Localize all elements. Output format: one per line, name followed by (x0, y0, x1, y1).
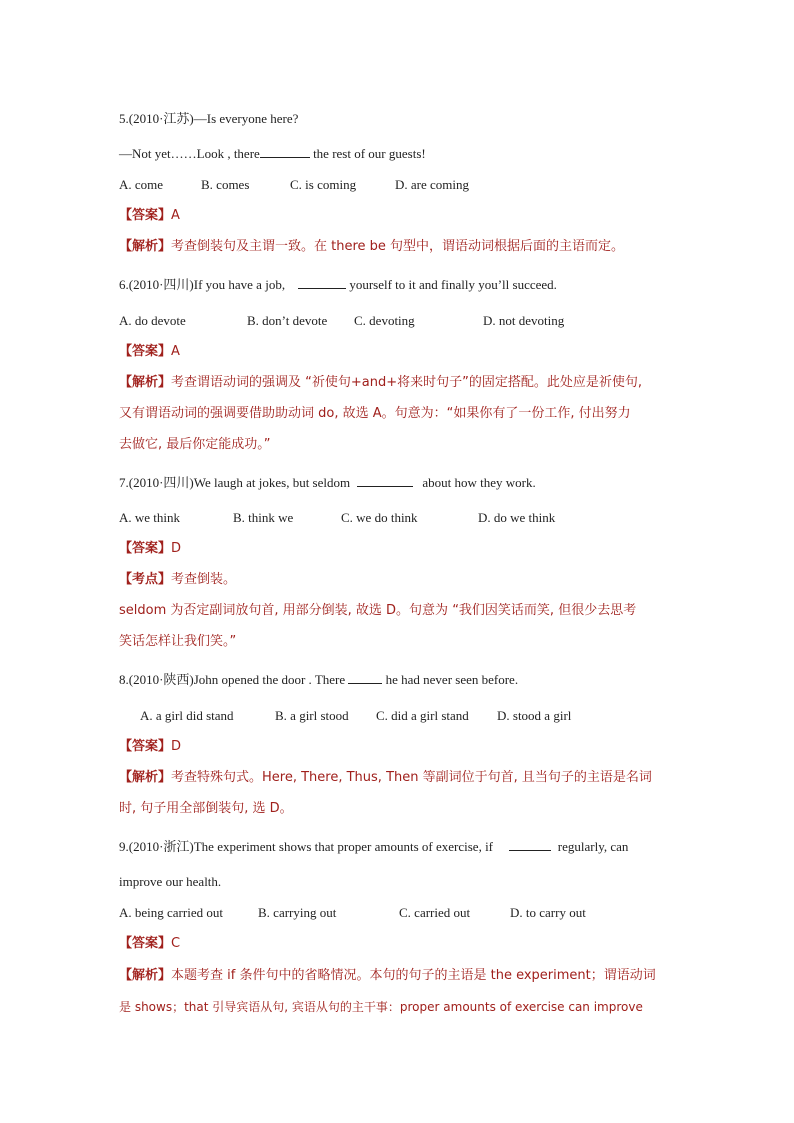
q7-answer-value: D (171, 541, 182, 556)
q9-stem-part1: 9.(2010·浙江)The experiment shows that proper amounts of exercise, if (119, 839, 494, 854)
q5-analysis (119, 238, 675, 256)
q7-answer-tag: 【答案】 (119, 541, 172, 556)
q7-stem-part1: 7.(2010·四川)We laugh at jokes, but seldom (119, 475, 351, 490)
q6-blank (298, 276, 346, 289)
q8-analysis-tag: 【解析】 (119, 770, 172, 785)
q8-stem-part1: 8.(2010·陕西)John opened the door . There (119, 672, 346, 687)
q7-point (119, 571, 675, 589)
q9-analysis-tag: 【解析】 (119, 968, 172, 983)
q5-answer (119, 207, 675, 225)
q9-analysis-line1 (119, 967, 675, 985)
q8-answer-value: D (171, 739, 182, 754)
q9-stem-line2: improve our health. (119, 874, 222, 889)
q6-stem-part2: yourself to it and finally you’ll succeed. (346, 277, 557, 292)
q7-stem (119, 474, 675, 492)
q5-option-a: A. come (119, 177, 164, 192)
q6-answer (119, 343, 675, 361)
q6-option-c: C. devoting (354, 313, 415, 328)
q7-point-text: 考查倒装。 (171, 572, 237, 587)
q5-analysis-text: 考查倒装句及主谓一致。在 there be 句型中，谓语动词根据后面的主语而定。 (171, 239, 625, 254)
q9-answer-value: C (171, 936, 181, 951)
q7-option-c: C. we do think (341, 510, 418, 525)
q5-answer-value: A (171, 208, 180, 223)
q5-answer-tag: 【答案】 (119, 208, 172, 223)
q9-answer-tag: 【答案】 (119, 936, 172, 951)
q5-blank (260, 145, 310, 158)
q7-analysis-line2: 笑话怎样让我们笑。” (119, 634, 237, 649)
q7-option-d: D. do we think (478, 510, 556, 525)
q6-option-b: B. don’t devote (247, 313, 328, 328)
q6-stem-part1: 6.(2010·四川)If you have a job, (119, 277, 286, 292)
q7-option-b: B. think we (233, 510, 294, 525)
q9-option-d: D. to carry out (510, 905, 586, 920)
q7-point-tag: 【考点】 (119, 572, 172, 587)
q6-option-d: D. not devoting (483, 313, 565, 328)
q8-analysis-text1: 考查特殊句式。Here, There, Thus, Then 等副词位于句首, 且当句子的主语是名词 (171, 770, 652, 785)
q8-blank (348, 671, 382, 684)
q5-option-d: D. are coming (395, 177, 470, 192)
q5-stem-line2 (119, 145, 675, 163)
q9-option-a: A. being carried out (119, 905, 223, 920)
q9-answer (119, 935, 675, 953)
q8-option-b: B. a girl stood (275, 708, 349, 723)
q8-option-d: D. stood a girl (497, 708, 572, 723)
q7-answer (119, 540, 675, 558)
q7-stem-part2: about how they work. (419, 475, 536, 490)
q8-stem (119, 671, 675, 689)
q8-stem-part2: he had never seen before. (382, 672, 519, 687)
q8-analysis-line2: 时, 句子用全部倒装句, 选 D。 (119, 801, 293, 816)
q6-option-a: A. do devote (119, 313, 186, 328)
q5-stem-part2: the rest of our guests! (309, 146, 426, 161)
q9-option-c: C. carried out (399, 905, 471, 920)
q6-analysis-tag: 【解析】 (119, 375, 172, 390)
q5-stem: 5.(2010·江苏)—Is everyone here? (119, 111, 299, 126)
q5-option-c: C. is coming (290, 177, 357, 192)
q7-blank (357, 474, 413, 487)
q8-option-c: C. did a girl stand (376, 708, 469, 723)
q9-analysis-text1: 本题考查 if 条件句中的省略情况。本句的句子的主语是 the experiment；谓语动词 (171, 968, 656, 983)
q6-analysis-text1: 考查谓语动词的强调及 “祈使句+and+将来时句子”的固定搭配。此处应是祈使句, (171, 375, 642, 390)
q9-stem (119, 838, 675, 856)
q7-option-a: A. we think (119, 510, 181, 525)
q5-analysis-tag: 【解析】 (119, 239, 172, 254)
q9-stem-part2: regularly, can (554, 839, 629, 854)
q8-answer (119, 738, 675, 756)
q6-answer-tag: 【答案】 (119, 344, 172, 359)
q9-option-b: B. carrying out (258, 905, 337, 920)
q6-answer-value: A (171, 344, 180, 359)
q5-option-b: B. comes (201, 177, 250, 192)
q9-blank (509, 838, 551, 851)
q8-analysis-line1 (119, 769, 675, 787)
q7-analysis-line1: seldom 为否定副词放句首, 用部分倒装, 故选 D。句意为 “我们因笑话而笑, 但很少去思考 (119, 603, 637, 618)
q6-analysis-line1 (119, 374, 675, 392)
q6-analysis-line2: 又有谓语动词的强调要借助助动词 do, 故选 A。句意为：“如果你有了一份工作, 付出努力 (119, 406, 631, 421)
q8-option-a: A. a girl did stand (140, 708, 234, 723)
q6-stem (119, 276, 675, 294)
q8-answer-tag: 【答案】 (119, 739, 172, 754)
q6-analysis-line3: 去做它, 最后你定能成功。” (119, 437, 271, 452)
q9-analysis-line2: 是 shows；that 引导宾语从句, 宾语从句的主干事：proper amounts of exercise can improve (119, 1000, 643, 1014)
q5-stem-part1: —Not yet……Look , there (119, 146, 260, 161)
